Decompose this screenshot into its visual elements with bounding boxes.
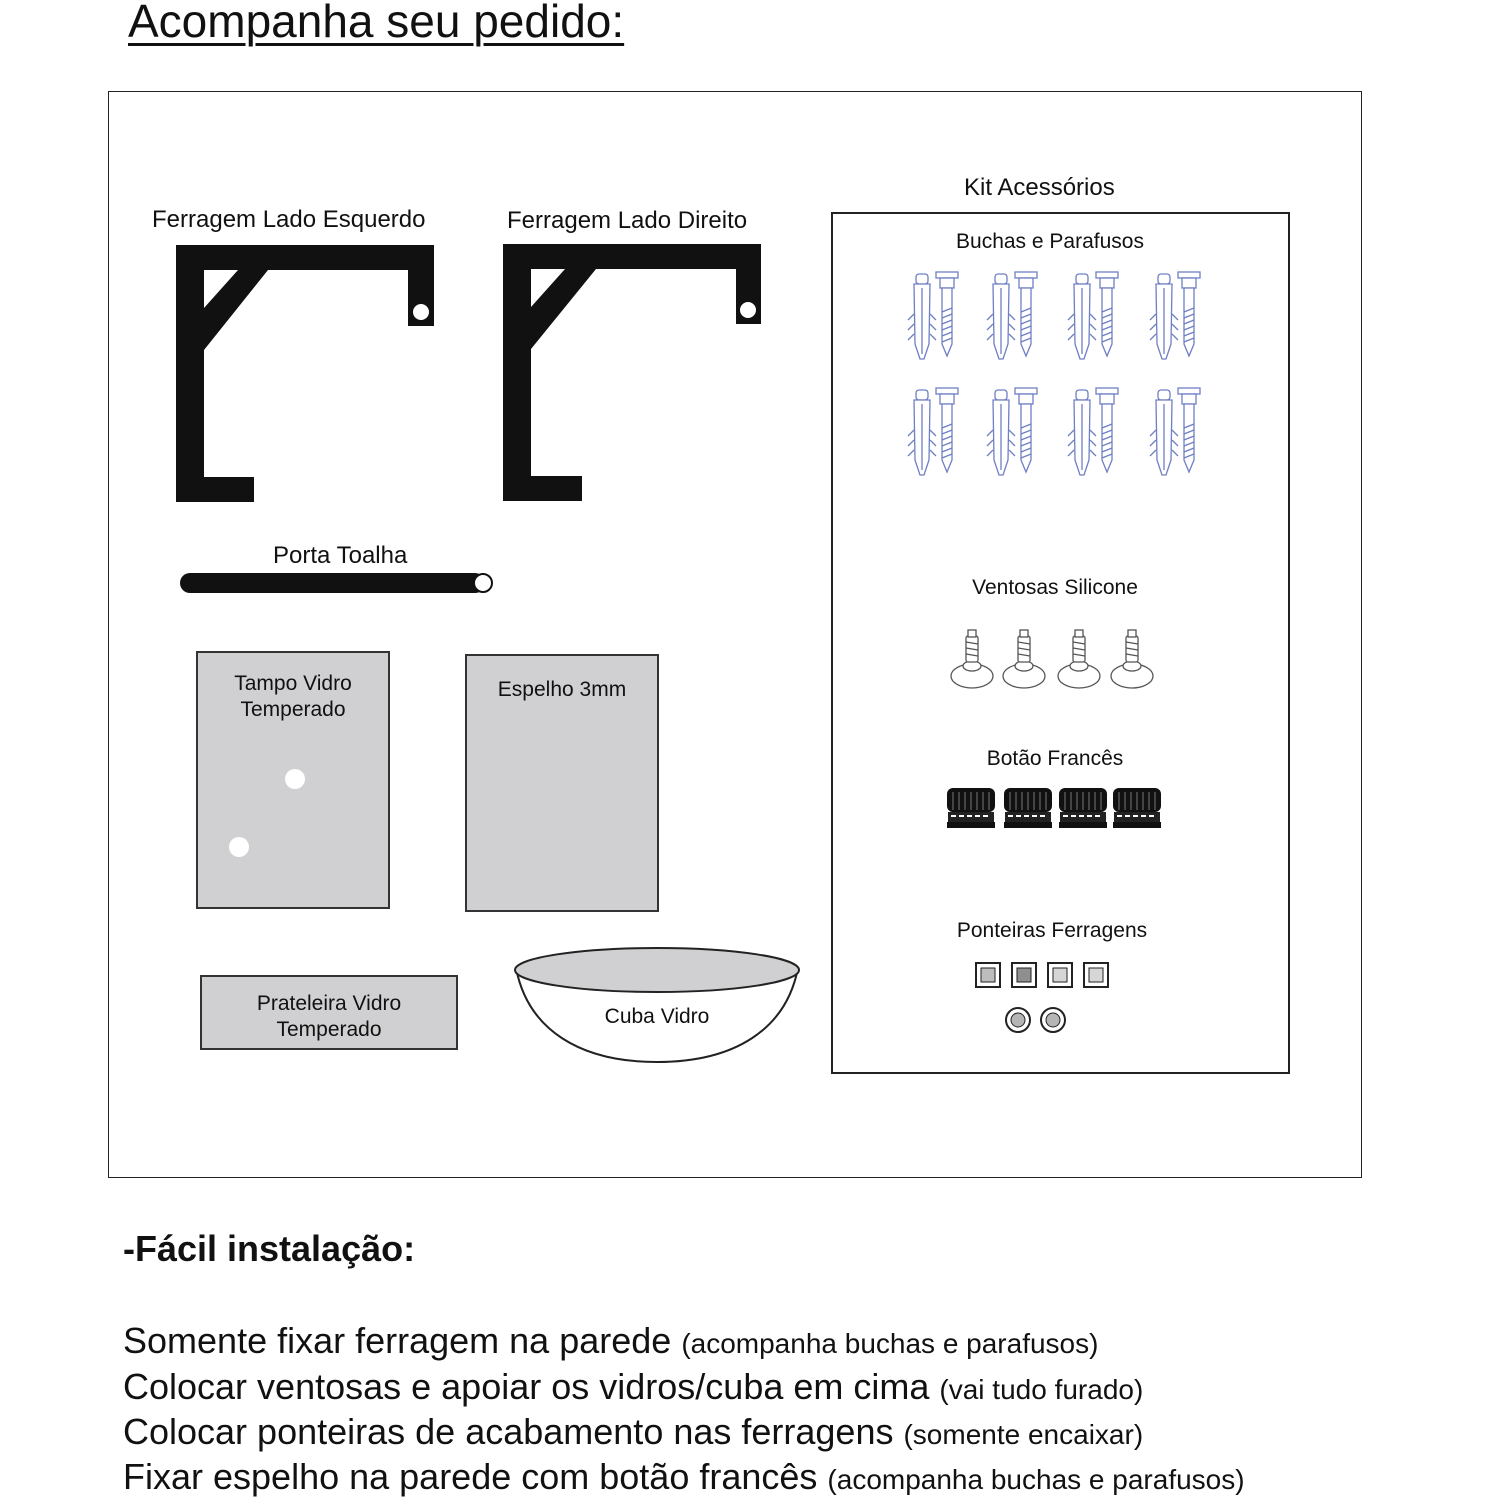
label-bracket-right: Ferragem Lado Direito	[507, 207, 748, 234]
glass-top-label-line1: Tampo Vidro	[234, 672, 352, 695]
installation-heading: -Fácil instalação:	[123, 1228, 416, 1269]
installation-step	[123, 1320, 1098, 1362]
label-towel-holder: Porta Toalha	[273, 542, 408, 569]
step-note: (acompanha buchas e parafusos)	[681, 1328, 1099, 1359]
step-text: Colocar ventosas e apoiar os vidros/cuba em cima	[123, 1366, 930, 1407]
step-note: (acompanha buchas e parafusos)	[827, 1464, 1245, 1495]
towel-holder-shape	[180, 573, 492, 593]
step-text: Fixar espelho na parede com botão francês	[123, 1456, 818, 1497]
glass-top-hole	[229, 837, 249, 857]
installation-step	[123, 1411, 1143, 1453]
label-suction-cups: Ventosas Silicone	[972, 576, 1138, 599]
step-note: (vai tudo furado)	[939, 1374, 1144, 1405]
label-end-caps: Ponteiras Ferragens	[956, 919, 1148, 942]
label-basin: Cuba Vidro	[604, 1005, 710, 1028]
step-text: Somente fixar ferragem na parede	[123, 1320, 672, 1361]
glass-top-label-line2: Temperado	[240, 698, 346, 721]
label-french-button: Botão Francês	[986, 747, 1124, 770]
kit-title: Kit Acessórios	[964, 174, 1115, 201]
step-note: (somente encaixar)	[903, 1419, 1144, 1450]
label-bracket-left: Ferragem Lado Esquerdo	[152, 206, 426, 233]
mirror-panel	[465, 654, 659, 912]
label-anchors-screws: Buchas e Parafusos	[956, 230, 1144, 253]
bracket-left-shape	[176, 245, 434, 502]
installation-step	[123, 1456, 1245, 1498]
glass-shelf-label-line2: Temperado	[276, 1018, 382, 1041]
bracket-right-shape	[503, 244, 761, 501]
installation-step	[123, 1366, 1143, 1408]
glass-shelf-panel	[200, 975, 458, 1050]
kit-box	[831, 212, 1290, 1074]
mirror-label: Espelho 3mm	[497, 678, 627, 701]
glass-top-hole	[285, 769, 305, 789]
glass-shelf-label-line1: Prateleira Vidro	[256, 992, 402, 1015]
page-title: Acompanha seu pedido:	[128, 0, 625, 47]
step-text: Colocar ponteiras de acabamento nas ferragens	[123, 1411, 894, 1452]
